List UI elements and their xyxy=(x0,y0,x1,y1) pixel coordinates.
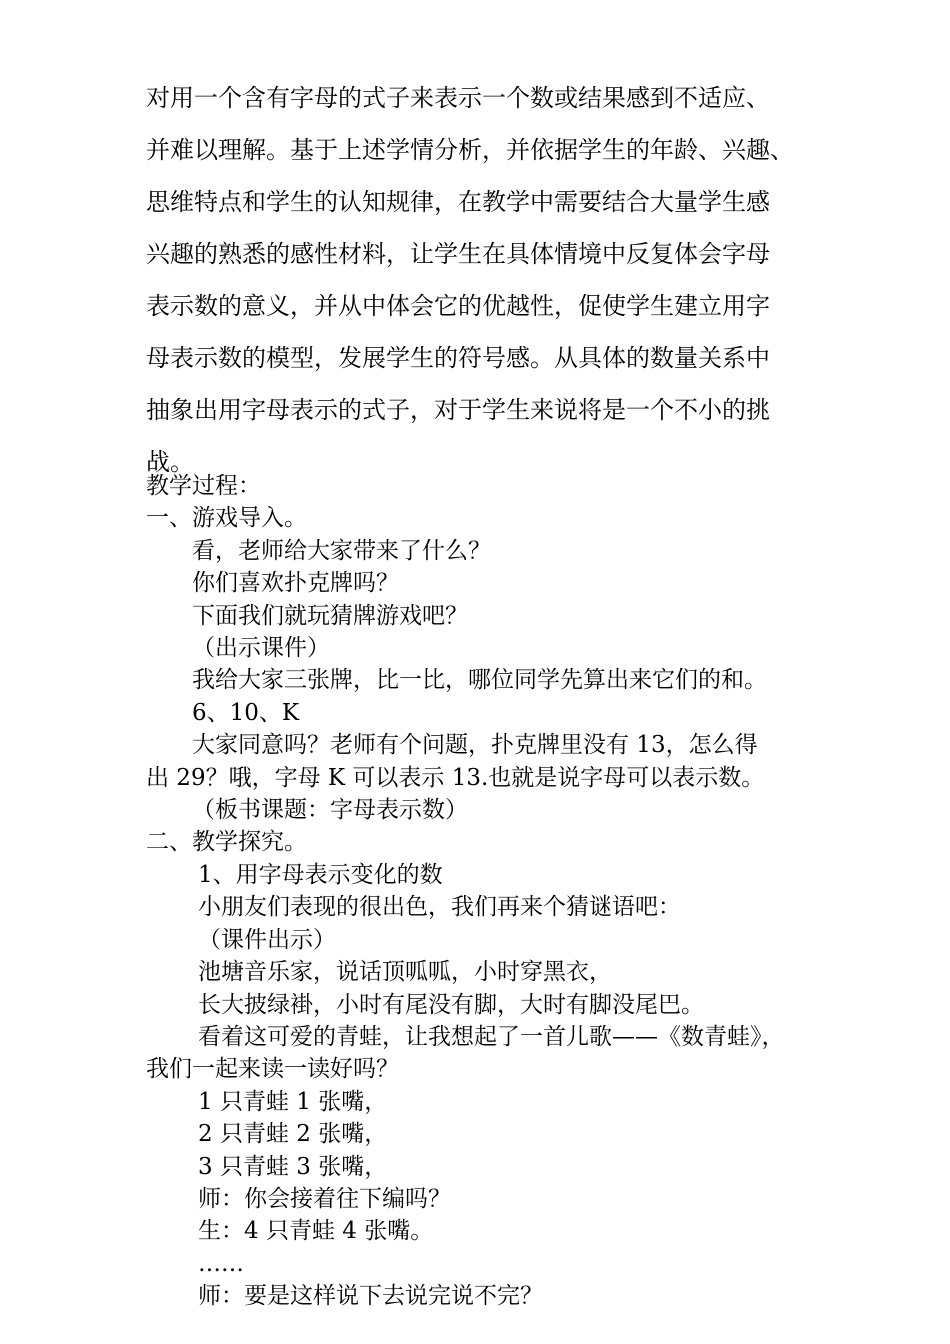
ellipsis-line: …… xyxy=(198,1250,244,1277)
dialogue-line: 师：你会接着往下编吗？ xyxy=(198,1185,451,1212)
text-line: 大家同意吗？老师有个问题，扑克牌里没有 13，怎么得 xyxy=(192,732,758,759)
song-line: 1 只青蛙 1 张嘴， xyxy=(198,1088,388,1115)
dialogue-line: 师：要是这样说下去说完说不完？ xyxy=(198,1283,543,1310)
text-line: 小朋友们表现的很出色，我们再来个猜谜语吧： xyxy=(198,894,681,921)
text-line: 出 29？哦，字母 K 可以表示 13.也就是说字母可以表示数。 xyxy=(146,764,765,791)
text-line: 表示数的意义，并从中体会它的优越性，促使学生建立用字 xyxy=(146,292,770,320)
text-line: 你们喜欢扑克牌吗？ xyxy=(192,570,399,597)
text-line: 我给大家三张牌，比一比，哪位同学先算出来它们的和。 xyxy=(192,667,767,694)
text-line: 母表示数的模型，发展学生的符号感。从具体的数量关系中 xyxy=(146,344,770,372)
text-line: 思维特点和学生的认知规律，在教学中需要结合大量学生感 xyxy=(146,188,770,216)
song-line: 2 只青蛙 2 张嘴， xyxy=(198,1121,388,1148)
text-line: 1、用字母表示变化的数 xyxy=(198,861,443,888)
teaching-process xyxy=(146,470,836,1313)
text-line: 战。 xyxy=(146,448,194,476)
text-line: 池塘音乐家，说话顶呱呱，小时穿黑衣， xyxy=(198,959,612,986)
section-heading: 二、教学探究。 xyxy=(146,829,307,856)
text-line: 6、10、K xyxy=(192,699,300,726)
text-line: 长大披绿褂，小时有尾没有脚，大时有脚没尾巴。 xyxy=(198,991,704,1018)
text-line: 看着这可爱的青蛙，让我想起了一首儿歌——《数青蛙》， xyxy=(198,1023,785,1050)
text-line: 看，老师给大家带来了什么？ xyxy=(192,537,491,564)
section-heading: 一、游戏导入。 xyxy=(146,505,307,532)
dialogue-line: 生：4 只青蛙 4 张嘴。 xyxy=(198,1218,434,1245)
text-line: 并难以理解。基于上述学情分析，并依据学生的年龄、兴趣、 xyxy=(146,136,794,164)
board-note: （板书课题：字母表示数） xyxy=(192,797,468,824)
text-line: 抽象出用字母表示的式子，对于学生来说将是一个不小的挑 xyxy=(146,396,770,424)
text-line: 我们一起来读一读好吗？ xyxy=(146,1056,399,1083)
text-line: （出示课件） xyxy=(192,635,330,662)
text-line: 兴趣的熟悉的感性材料，让学生在具体情境中反复体会字母 xyxy=(146,240,770,268)
intro-paragraph xyxy=(146,72,826,488)
song-line: 3 只青蛙 3 张嘴， xyxy=(198,1153,388,1180)
text-line: 对用一个含有字母的式子来表示一个数或结果感到不适应、 xyxy=(146,84,770,112)
process-heading: 教学过程： xyxy=(146,473,261,499)
text-line: （课件出示） xyxy=(198,926,336,953)
text-line: 下面我们就玩猜牌游戏吧？ xyxy=(192,602,468,629)
